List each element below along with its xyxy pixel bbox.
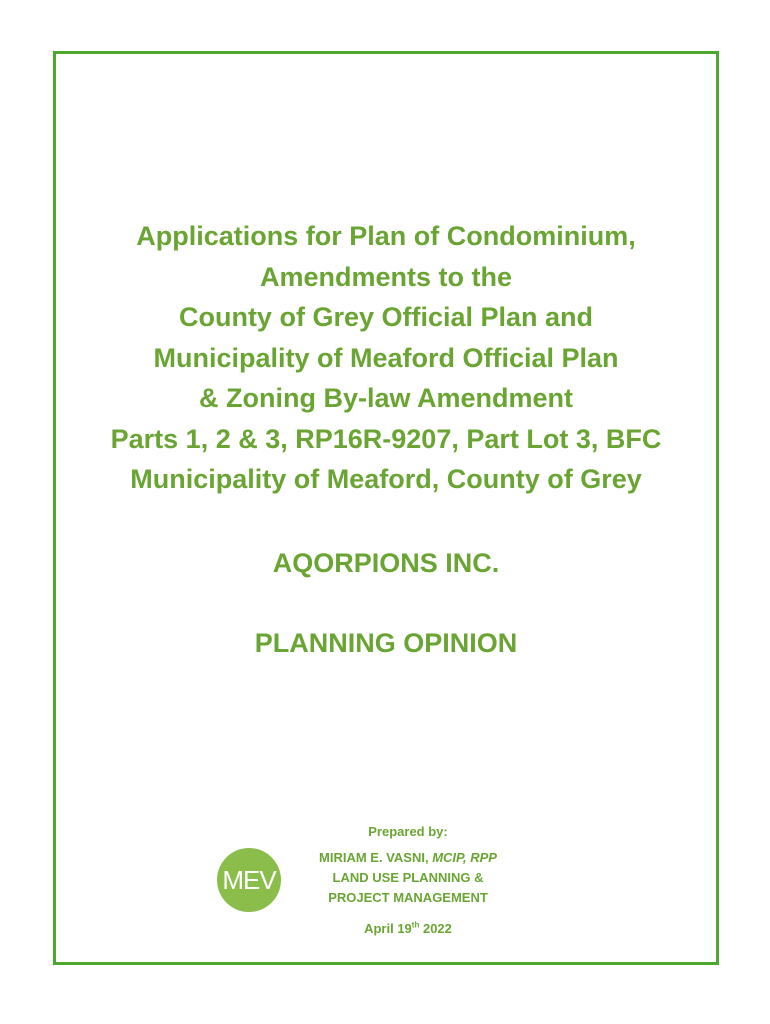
document-title <box>53 216 719 500</box>
author-name: MIRIAM E. VASNI, <box>319 850 429 865</box>
title-line-1: Applications for Plan of Condominium, <box>136 221 636 251</box>
prepared-by-label: Prepared by: <box>368 824 448 839</box>
author-block <box>283 848 533 908</box>
report-date <box>283 920 533 938</box>
title-line-6: Parts 1, 2 & 3, RP16R-9207, Part Lot 3, BFC <box>110 423 662 454</box>
company-name: AQORPIONS INC. <box>272 548 500 578</box>
author-name-line <box>283 848 533 868</box>
title-line-3: County of Grey Official Plan and <box>178 302 594 332</box>
author-line-3: PROJECT MANAGEMENT <box>328 890 488 905</box>
title-line-7: Municipality of Meaford, County of Grey <box>130 464 642 494</box>
logo-text: MEV <box>222 864 276 895</box>
report-type: PLANNING OPINION <box>254 628 518 658</box>
date-suffix: th <box>411 920 420 930</box>
title-line-5: & Zoning By-law Amendment <box>198 383 573 413</box>
author-line-2: LAND USE PLANNING & <box>332 870 484 885</box>
title-line-4: Municipality of Meaford Official Plan <box>153 342 619 373</box>
date-year: 2022 <box>422 921 452 936</box>
author-credentials: MCIP, RPP <box>432 850 497 865</box>
title-line-2: Amendments to the <box>259 261 513 292</box>
date-prefix: April 19 <box>364 921 412 936</box>
mev-logo <box>217 848 281 912</box>
